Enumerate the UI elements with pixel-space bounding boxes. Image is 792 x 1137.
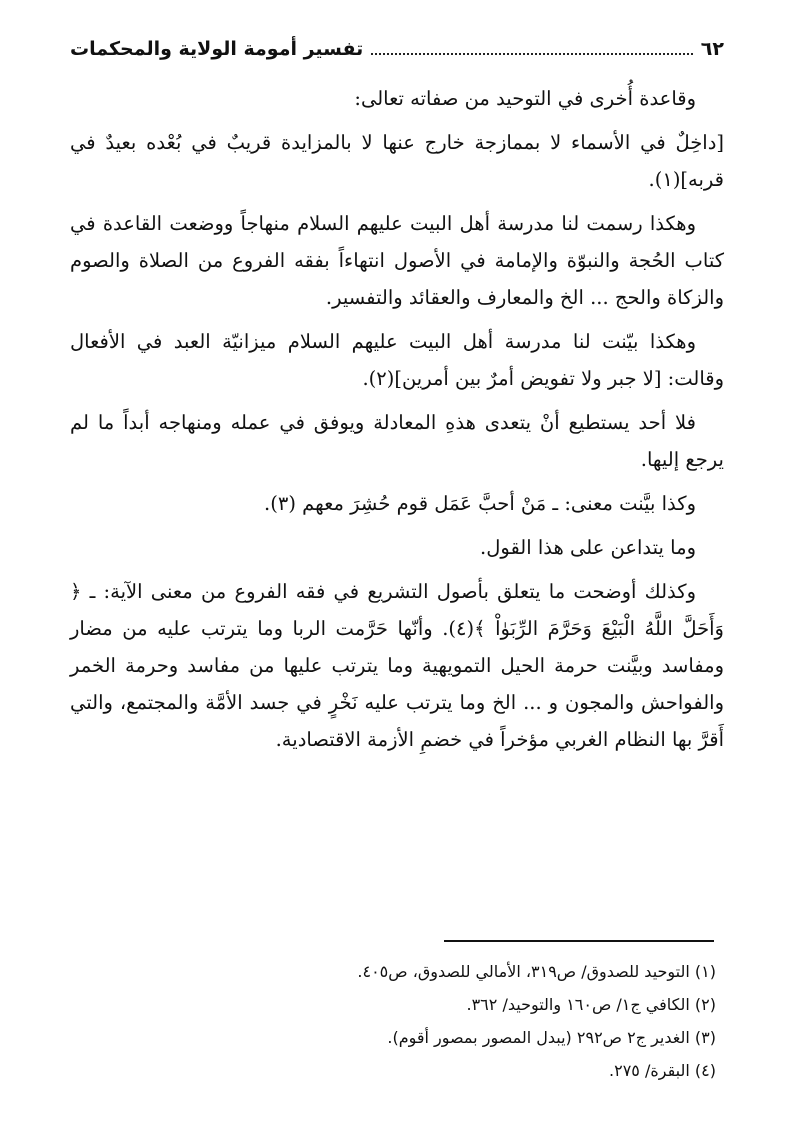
paragraph: وقاعدة أُخرى في التوحيد من صفاته تعالى:: [354, 87, 696, 110]
header-dotted-leader: [371, 43, 692, 55]
footnote-separator: [444, 940, 714, 942]
footnote: (٤) البقرة/ ٢٧٥.: [609, 1061, 716, 1080]
footnote: (٢) الكافي ج١/ ص١٦٠ والتوحيد/ ٣٦٢.: [466, 995, 716, 1014]
page-header: [70, 32, 724, 66]
footnote: (٣) الغدير ج٢ ص٢٩٢ (يبدل المصور بمصور أقوم).: [387, 1028, 716, 1047]
paragraph: وهكذا بيّنت لنا مدرسة أهل البيت عليهم السلام ميزانيّة العبد في الأفعال وقالت: [لا جبر ولا تفويض أمرٌ بين أمرين](٢).: [70, 330, 724, 390]
paragraph: وكذا بيَّنت معنى: ـ مَنْ أحبَّ عَمَل قوم حُشِرَ معهم (٣).: [264, 492, 696, 515]
book-title: تفسير أمومة الولاية والمحكمات: [70, 38, 364, 60]
paragraph: فلا أحد يستطيع أنْ يتعدى هذهِ المعادلة ويوفق في عمله ومنهاجه أبداً ما لم يرجع إليها.: [70, 411, 724, 471]
footnote: (١) التوحيد للصدوق/ ص٣١٩، الأمالي للصدوق، ص٤٠٥.: [357, 962, 716, 981]
page-number: ٦٢: [700, 38, 724, 60]
body-text: [70, 80, 724, 765]
paragraph: وما يتداعن على هذا القول.: [480, 536, 696, 559]
paragraph: وكذلك أوضحت ما يتعلق بأصول التشريع في فقه الفروع من معنى الآية: ـ ﴿ وَأَحَلَّ اللَّهُ الْبَيْعَ وَحَرَّمَ الرِّبَوٰاْ ﴾(٤). وأنّها حَرَّمت الربا وما يترتب عليه من مضار ومفاسد وبيَّنت حرمة الحيل التمويهية وما يترتب عليها من مفاسد وحرمة الخمر والفواحش والمجون و ... الخ وما يترتب عليه نَخْرٍ في جسد الأمَّة والمجتمع، والتي أَقرَّ بها النظام الغربي مؤخراً في خضمِ الأزمة الاقتصادية.: [70, 580, 724, 751]
paragraph: وهكذا رسمت لنا مدرسة أهل البيت عليهم السلام منهاجاً ووضعت القاعدة في كتاب الحُجة والنبوّة والإمامة في الأصول انتهاءاً بفقه الفروع من الصلاة والصوم والزكاة والحج ... الخ والمعارف والعقائد والتفسير.: [70, 212, 724, 309]
footnotes: [70, 955, 716, 1087]
paragraph: [داخِلٌ في الأسماء لا بممازجة خارج عنها لا بالمزايدة قريبٌ في بُعْده بعيدٌ في قربه](١).: [70, 131, 724, 191]
